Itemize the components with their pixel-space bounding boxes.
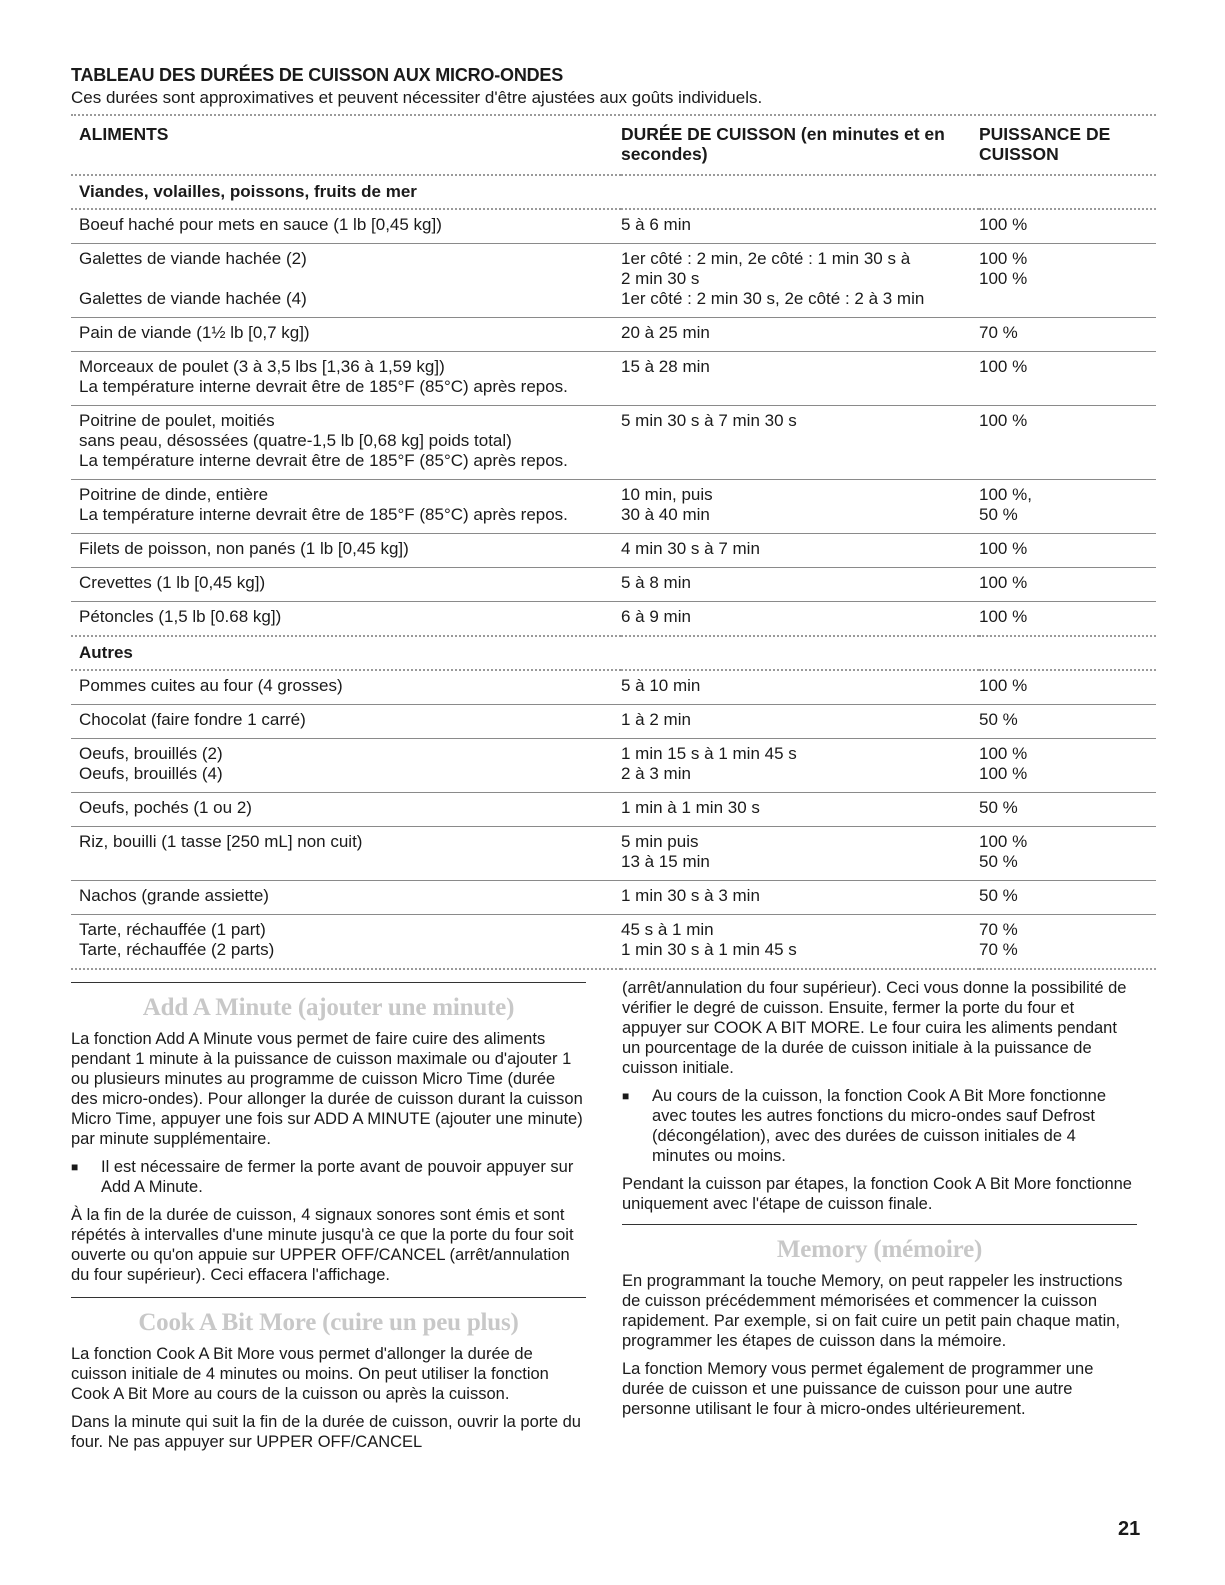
cooking-time-cell-line: 5 à 8 min bbox=[621, 573, 691, 592]
power-level-cell-line: 100 % bbox=[979, 573, 1028, 592]
food-cell-line: Chocolat (faire fondre 1 carré) bbox=[79, 710, 306, 729]
power-level-cell-line: 100 % bbox=[979, 607, 1028, 626]
section-heading-meats: Viandes, volailles, poissons, fruits de mer bbox=[79, 182, 417, 201]
cooking-time-cell-line: 10 min, puis bbox=[621, 485, 713, 504]
food-cell bbox=[71, 915, 621, 969]
food-cell-line: Oeufs, brouillés (2) bbox=[79, 744, 223, 763]
power-level-cell-line: 100 %, bbox=[979, 485, 1032, 504]
food-cell-line: Galettes de viande hachée (2) bbox=[79, 249, 307, 268]
memory-paragraph: En programmant la touche Memory, on peut rappeler les instructions de cuisson précédemment mémorisées et commencer la cuisson rapidement. Par exemple, si on fait cuire un petit pain chaque matin, programmer les étapes de cuisson dans la mémoire. bbox=[622, 1272, 1123, 1350]
left-column bbox=[71, 982, 586, 1460]
table-row bbox=[71, 568, 1156, 602]
power-level-cell bbox=[979, 352, 1156, 406]
table-row bbox=[71, 739, 1156, 793]
cooking-time-cell-line: 1 à 2 min bbox=[621, 710, 691, 729]
food-cell-line: Poitrine de poulet, moitiés bbox=[79, 411, 275, 430]
food-cell bbox=[71, 793, 621, 827]
separator-cell bbox=[71, 969, 1156, 970]
food-cell-line: Oeufs, brouillés (4) bbox=[79, 764, 223, 783]
power-level-cell-line: 100 % bbox=[979, 539, 1028, 558]
cooking-chart-section bbox=[71, 64, 1156, 970]
food-cell-line: Oeufs, pochés (1 ou 2) bbox=[79, 798, 252, 817]
column-header-power bbox=[979, 116, 1156, 175]
cooking-time-cell-line: 15 à 28 min bbox=[621, 357, 710, 376]
cooking-time-cell-line: 1 min à 1 min 30 s bbox=[621, 798, 760, 817]
food-cell bbox=[71, 480, 621, 534]
power-level-cell bbox=[979, 793, 1156, 827]
power-level-cell-line: 100 % bbox=[979, 744, 1028, 763]
power-level-cell-line: 100 % bbox=[979, 676, 1028, 695]
food-cell-line: Pétoncles (1,5 lb [0.68 kg]) bbox=[79, 607, 282, 626]
cooking-time-cell bbox=[621, 534, 979, 568]
memory-paragraph: La fonction Memory vous permet également de programmer une durée de cuisson et une puissance de cuisson pour une autre personne utilisant le four à micro-ondes ultérieurement. bbox=[622, 1360, 1094, 1418]
table-row bbox=[71, 318, 1156, 352]
food-cell bbox=[71, 318, 621, 352]
table-row bbox=[71, 210, 1156, 244]
table-row bbox=[71, 793, 1156, 827]
food-cell bbox=[71, 705, 621, 739]
power-level-cell-line: 100 % bbox=[979, 249, 1028, 268]
column-header-food: ALIMENTS bbox=[79, 124, 169, 144]
cook-a-bit-more-paragraph: Pendant la cuisson par étapes, la fonction Cook A Bit More fonctionne uniquement avec l'étape de cuisson finale. bbox=[622, 1175, 1132, 1213]
power-level-cell bbox=[979, 671, 1156, 705]
food-cell-line: sans peau, désossées (quatre-1,5 lb [0,68 kg] poids total) bbox=[79, 431, 512, 450]
food-cell-line: Filets de poisson, non panés (1 lb [0,45 kg]) bbox=[79, 539, 409, 558]
power-level-cell bbox=[979, 480, 1156, 534]
section-heading-others: Autres bbox=[79, 643, 133, 662]
bullet-text: Il est nécessaire de fermer la porte avant de pouvoir appuyer sur Add A Minute. bbox=[101, 1158, 574, 1196]
food-cell-line: La température interne devrait être de 185°F (85°C) après repos. bbox=[79, 451, 568, 470]
power-level-cell bbox=[979, 318, 1156, 352]
food-cell bbox=[71, 406, 621, 480]
food-cell bbox=[71, 881, 621, 915]
cooking-time-cell-line: 30 à 40 min bbox=[621, 505, 710, 524]
food-cell bbox=[71, 210, 621, 244]
bullet-square-icon: ■ bbox=[71, 1160, 79, 1174]
cooking-time-cell bbox=[621, 318, 979, 352]
power-level-cell bbox=[979, 534, 1156, 568]
cooking-time-cell-line: 5 à 6 min bbox=[621, 215, 691, 234]
cooking-time-cell bbox=[621, 244, 979, 318]
food-cell-line: Boeuf haché pour mets en sauce (1 lb [0,45 kg]) bbox=[79, 215, 442, 234]
power-level-cell-line: 50 % bbox=[979, 852, 1018, 871]
food-cell-line: Morceaux de poulet (3 à 3,5 lbs [1,36 à 1,59 kg]) bbox=[79, 357, 445, 376]
table-row bbox=[71, 480, 1156, 534]
page-title: TABLEAU DES DURÉES DE CUISSON AUX MICRO-ONDES bbox=[71, 65, 564, 85]
power-level-cell bbox=[979, 915, 1156, 969]
table-row bbox=[71, 671, 1156, 705]
power-level-cell bbox=[979, 881, 1156, 915]
food-cell-line: Riz, bouilli (1 tasse [250 mL] non cuit) bbox=[79, 832, 363, 851]
cooking-time-cell bbox=[621, 480, 979, 534]
column-header-power-line: CUISSON bbox=[979, 144, 1059, 164]
section-rule bbox=[622, 1224, 1137, 1225]
food-cell-line: Tarte, réchauffée (2 parts) bbox=[79, 940, 275, 959]
cooking-time-cell bbox=[621, 739, 979, 793]
table-section-row bbox=[71, 637, 1156, 670]
cooking-time-cell-line: 6 à 9 min bbox=[621, 607, 691, 626]
table-row bbox=[71, 602, 1156, 636]
bullet-item bbox=[622, 1086, 1137, 1166]
column-header-time bbox=[621, 116, 979, 175]
cooking-time-cell bbox=[621, 671, 979, 705]
power-level-cell bbox=[979, 602, 1156, 636]
power-level-cell-line: 70 % bbox=[979, 920, 1018, 939]
power-level-cell bbox=[979, 568, 1156, 602]
cook-a-bit-more-paragraph: Dans la minute qui suit la fin de la durée de cuisson, ouvrir la porte du four. Ne pas appuyer sur UPPER OFF/CANCEL bbox=[71, 1413, 581, 1451]
power-level-cell bbox=[979, 827, 1156, 881]
power-level-cell bbox=[979, 244, 1156, 318]
table-row bbox=[71, 244, 1156, 318]
table-row bbox=[71, 827, 1156, 881]
power-level-cell bbox=[979, 210, 1156, 244]
power-level-cell-line: 100 % bbox=[979, 764, 1028, 783]
food-cell-line: Crevettes (1 lb [0,45 kg]) bbox=[79, 573, 266, 592]
food-cell-line bbox=[79, 269, 621, 289]
power-level-cell bbox=[979, 705, 1156, 739]
table-row bbox=[71, 881, 1156, 915]
power-level-cell-line: 50 % bbox=[979, 710, 1018, 729]
table-row bbox=[71, 406, 1156, 480]
food-cell bbox=[71, 244, 621, 318]
cooking-time-cell-line: 20 à 25 min bbox=[621, 323, 710, 342]
table-row bbox=[71, 915, 1156, 969]
page-number: 21 bbox=[1118, 1518, 1141, 1540]
table-row bbox=[71, 534, 1156, 568]
power-level-cell-line: 100 % bbox=[979, 215, 1028, 234]
cooking-times-table bbox=[71, 116, 1156, 970]
food-cell bbox=[71, 352, 621, 406]
cook-a-bit-more-paragraph: La fonction Cook A Bit More vous permet d'allonger la durée de cuisson initiale de 4 minutes ou moins. On peut utiliser la fonction Cook A Bit More au cours de la cuisson ou après la cuisson. bbox=[71, 1345, 549, 1403]
cooking-time-cell-line: 5 à 10 min bbox=[621, 676, 701, 695]
column-header-time-line: DURÉE DE CUISSON (en minutes et en bbox=[621, 124, 945, 144]
column-header-power-line: PUISSANCE DE bbox=[979, 124, 1111, 144]
power-level-cell-line: 100 % bbox=[979, 357, 1028, 376]
food-cell-line: La température interne devrait être de 185°F (85°C) après repos. bbox=[79, 377, 568, 396]
memory-heading: Memory (mémoire) bbox=[776, 1236, 983, 1263]
cooking-time-cell-line: 1 min 30 s à 3 min bbox=[621, 886, 760, 905]
cook-a-bit-more-paragraph: (arrêt/annulation du four supérieur). Ceci vous donne la possibilité de vérifier le degré de cuisson. Ensuite, fermer la porte du four et appuyer sur COOK A BIT MORE. Le four cuira les aliments pendant un pourcentage de la durée de cuisson initiale à la puissance de cuisson initiale. bbox=[622, 979, 1127, 1077]
cooking-time-cell-line: 1 min 15 s à 1 min 45 s bbox=[621, 744, 797, 763]
cooking-time-cell bbox=[621, 568, 979, 602]
power-level-cell-line: 70 % bbox=[979, 940, 1018, 959]
food-cell-line: Galettes de viande hachée (4) bbox=[79, 289, 307, 308]
cooking-time-cell bbox=[621, 881, 979, 915]
power-level-cell-line: 50 % bbox=[979, 505, 1018, 524]
food-cell-line: Tarte, réchauffée (1 part) bbox=[79, 920, 266, 939]
power-level-cell-line: 100 % bbox=[979, 411, 1028, 430]
section-rule bbox=[71, 982, 586, 983]
right-column bbox=[622, 979, 1137, 1427]
cooking-time-cell-line: 1er côté : 2 min 30 s, 2e côté : 2 à 3 min bbox=[621, 289, 925, 308]
add-a-minute-paragraph: La fonction Add A Minute vous permet de faire cuire des aliments pendant 1 minute à la puissance de cuisson maximale ou d'ajouter 1 ou plusieurs minutes au programme de cuisson Micro Time (durée des micro-ondes). Pour allonger la durée de cuisson durant la cuisson Micro Time, appuyer une fois sur ADD A MINUTE (ajouter une minute) par minute supplémentaire. bbox=[71, 1030, 583, 1148]
cooking-time-cell-line: 1 min 30 s à 1 min 45 s bbox=[621, 940, 797, 959]
power-level-cell bbox=[979, 739, 1156, 793]
cooking-time-cell-line: 45 s à 1 min bbox=[621, 920, 714, 939]
power-level-cell-line: 100 % bbox=[979, 269, 1028, 288]
food-cell bbox=[71, 602, 621, 636]
page-subtitle: Ces durées sont approximatives et peuvent nécessiter d'être ajustées aux goûts individuels. bbox=[71, 88, 763, 107]
food-cell-line: Pommes cuites au four (4 grosses) bbox=[79, 676, 343, 695]
power-level-cell-line: 50 % bbox=[979, 798, 1018, 817]
food-cell-line: Pain de viande (1½ lb [0,7 kg]) bbox=[79, 323, 310, 342]
food-cell bbox=[71, 827, 621, 881]
cooking-time-cell bbox=[621, 352, 979, 406]
cooking-time-cell bbox=[621, 827, 979, 881]
food-cell-line: La température interne devrait être de 185°F (85°C) après repos. bbox=[79, 505, 568, 524]
cooking-time-cell bbox=[621, 915, 979, 969]
bullet-item bbox=[71, 1157, 586, 1197]
cooking-time-cell bbox=[621, 406, 979, 480]
cooking-time-cell-line: 1er côté : 2 min, 2e côté : 1 min 30 s à bbox=[621, 249, 911, 268]
cooking-time-cell bbox=[621, 602, 979, 636]
food-cell bbox=[71, 534, 621, 568]
power-level-cell-line: 50 % bbox=[979, 886, 1018, 905]
power-level-cell bbox=[979, 406, 1156, 480]
column-header-time-line: secondes) bbox=[621, 144, 708, 164]
row-separator bbox=[71, 969, 1156, 970]
food-cell-line: Poitrine de dinde, entière bbox=[79, 485, 269, 504]
table-header-row bbox=[71, 116, 1156, 175]
add-a-minute-heading: Add A Minute (ajouter une minute) bbox=[142, 994, 515, 1021]
food-cell bbox=[71, 568, 621, 602]
food-cell bbox=[71, 739, 621, 793]
cooking-time-cell-line: 4 min 30 s à 7 min bbox=[621, 539, 760, 558]
food-cell-line: Nachos (grande assiette) bbox=[79, 886, 269, 905]
cooking-time-cell bbox=[621, 793, 979, 827]
cook-a-bit-more-heading: Cook A Bit More (cuire un peu plus) bbox=[138, 1309, 519, 1336]
section-rule bbox=[71, 1297, 586, 1298]
cooking-time-cell bbox=[621, 705, 979, 739]
bullet-square-icon: ■ bbox=[622, 1089, 630, 1103]
add-a-minute-paragraph: À la fin de la durée de cuisson, 4 signaux sonores sont émis et sont répétés à intervalles d'une minute jusqu'à ce que la porte du four soit ouverte ou qu'on appuie sur UPPER OFF/CANCEL (arrêt/annulation du four supérieur). Ceci effacera l'affichage. bbox=[71, 1206, 574, 1284]
bullet-text: Au cours de la cuisson, la fonction Cook A Bit More fonctionne avec toutes les autres fonctions du micro-ondes sauf Defrost (décongélation), avec des durées de cuisson initiales de 4 minutes ou moins. bbox=[652, 1087, 1107, 1165]
cooking-time-cell-line: 2 min 30 s bbox=[621, 269, 700, 288]
power-level-cell-line: 70 % bbox=[979, 323, 1018, 342]
cooking-time-cell-line: 13 à 15 min bbox=[621, 852, 710, 871]
table-row bbox=[71, 352, 1156, 406]
power-level-cell-line: 100 % bbox=[979, 832, 1028, 851]
table-section-row bbox=[71, 176, 1156, 209]
cooking-time-cell-line: 2 à 3 min bbox=[621, 764, 691, 783]
cooking-time-cell-line: 5 min 30 s à 7 min 30 s bbox=[621, 411, 797, 430]
table-row bbox=[71, 705, 1156, 739]
cooking-time-cell-line: 5 min puis bbox=[621, 832, 699, 851]
food-cell bbox=[71, 671, 621, 705]
cooking-time-cell bbox=[621, 210, 979, 244]
